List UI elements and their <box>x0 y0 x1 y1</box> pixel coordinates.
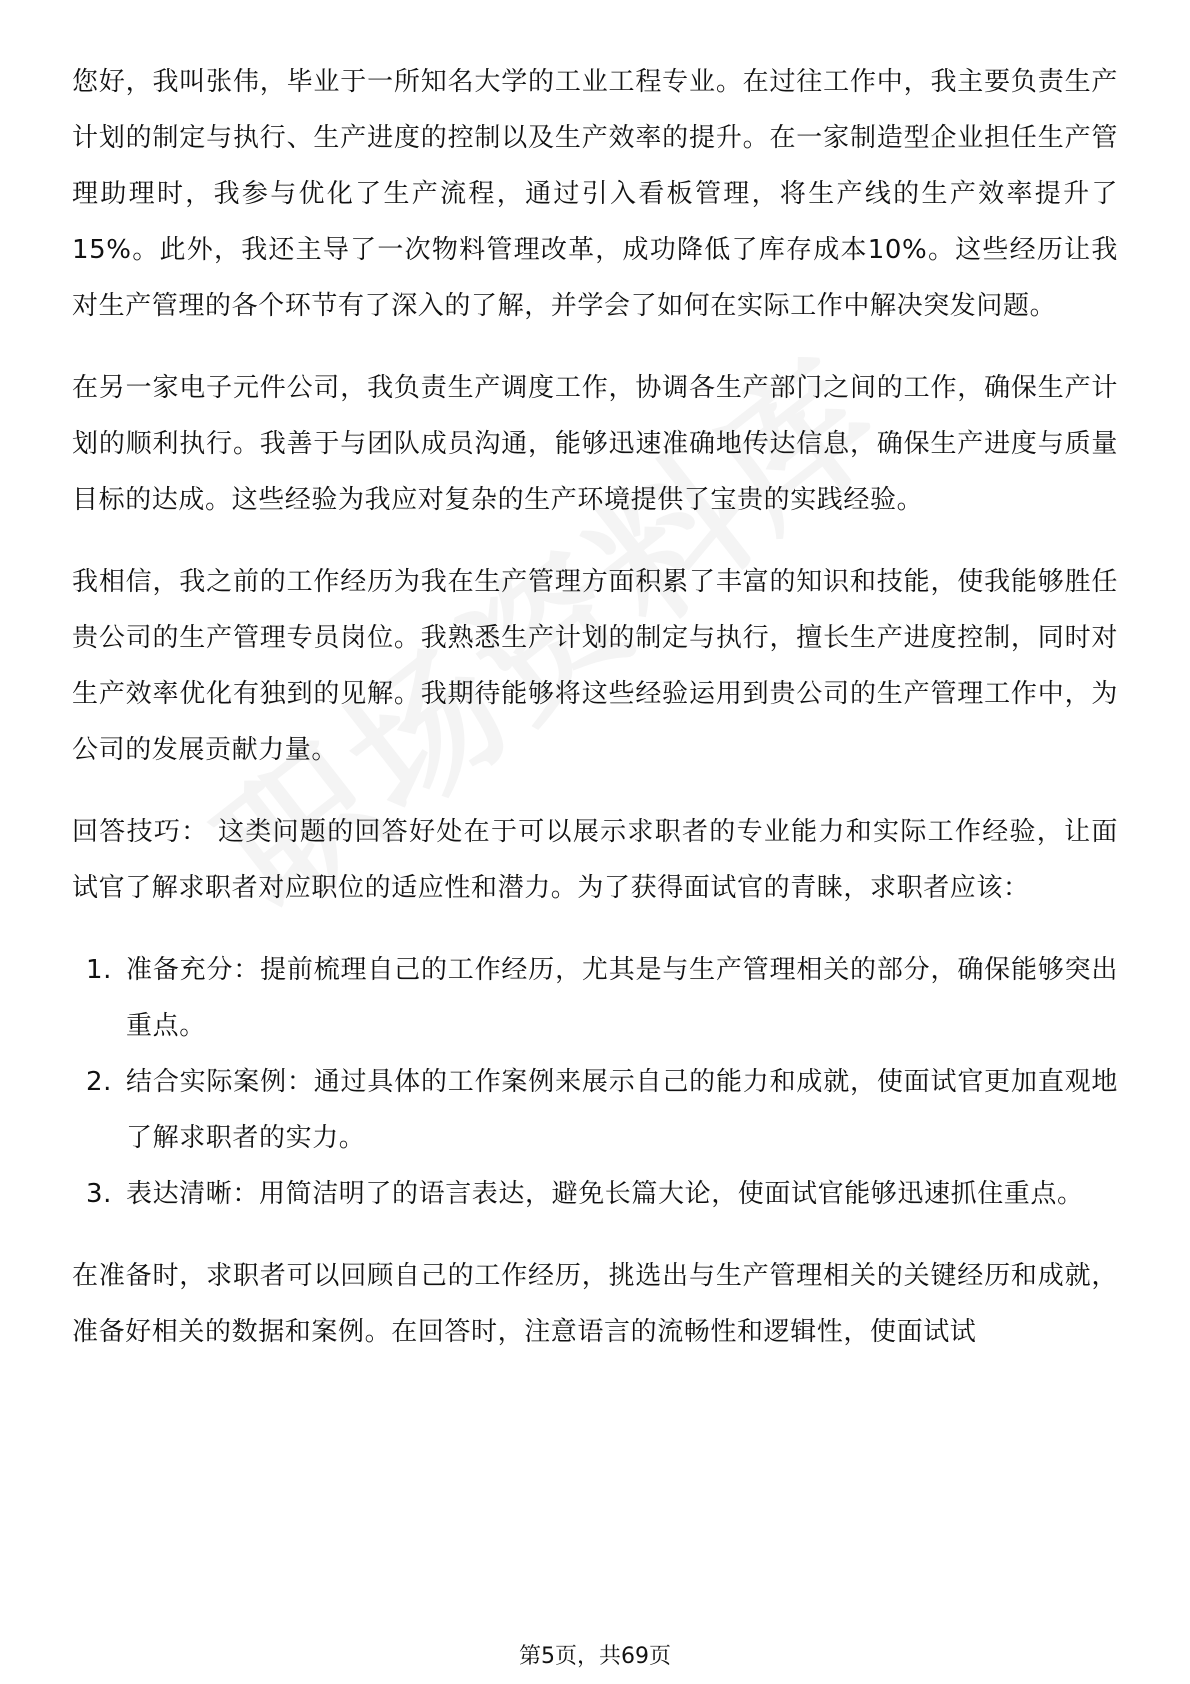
document-body <box>72 54 1118 1386</box>
tips-list <box>72 942 1118 1222</box>
list-number: 1. <box>86 955 113 985</box>
paragraph-tips-intro: 回答技巧： 这类问题的回答好处在于可以展示求职者的专业能力和实际工作经验，让面试官了解求职者对应职位的适应性和潜力。为了获得面试官的青睐，求职者应该： <box>72 817 1118 903</box>
list-number: 2. <box>86 1067 113 1097</box>
list-text: 结合实际案例：通过具体的工作案例来展示自己的能力和成就，使面试官更加直观地了解求职者的实力。 <box>126 1067 1118 1153</box>
paragraph-summary: 我相信，我之前的工作经历为我在生产管理方面积累了丰富的知识和技能，使我能够胜任贵公司的生产管理专员岗位。我熟悉生产计划的制定与执行，擅长生产进度控制，同时对生产效率优化有独到的见解。我期待能够将这些经验运用到贵公司的生产管理工作中，为公司的发展贡献力量。 <box>72 567 1118 765</box>
page-number-footer: 第5页，共69页 <box>519 1644 671 1669</box>
list-number: 3. <box>86 1179 113 1209</box>
paragraph-experience: 在另一家电子元件公司，我负责生产调度工作，协调各生产部门之间的工作，确保生产计划的顺利执行。我善于与团队成员沟通，能够迅速准确地传达信息，确保生产进度与质量目标的达成。这些经验为我应对复杂的生产环境提供了宝贵的实践经验。 <box>72 373 1118 515</box>
list-item <box>72 1054 1118 1166</box>
paragraph-closing: 在准备时，求职者可以回顾自己的工作经历，挑选出与生产管理相关的关键经历和成就，准备好相关的数据和案例。在回答时，注意语言的流畅性和逻辑性，使面试试 <box>72 1261 1118 1347</box>
list-item <box>72 1166 1118 1222</box>
list-text: 准备充分：提前梳理自己的工作经历，尤其是与生产管理相关的部分，确保能够突出重点。 <box>126 955 1118 1041</box>
list-item <box>72 942 1118 1054</box>
paragraph-intro: 您好，我叫张伟，毕业于一所知名大学的工业工程专业。在过往工作中，我主要负责生产计划的制定与执行、生产进度的控制以及生产效率的提升。在一家制造型企业担任生产管理助理时，我参与优化了生产流程，通过引入看板管理，将生产线的生产效率提升了15%。此外，我还主导了一次物料管理改革，成功降低了库存成本10%。这些经历让我对生产管理的各个环节有了深入的了解，并学会了如何在实际工作中解决突发问题。 <box>72 67 1118 321</box>
list-text: 表达清晰：用简洁明了的语言表达，避免长篇大论，使面试官能够迅速抓住重点。 <box>126 1179 1084 1209</box>
